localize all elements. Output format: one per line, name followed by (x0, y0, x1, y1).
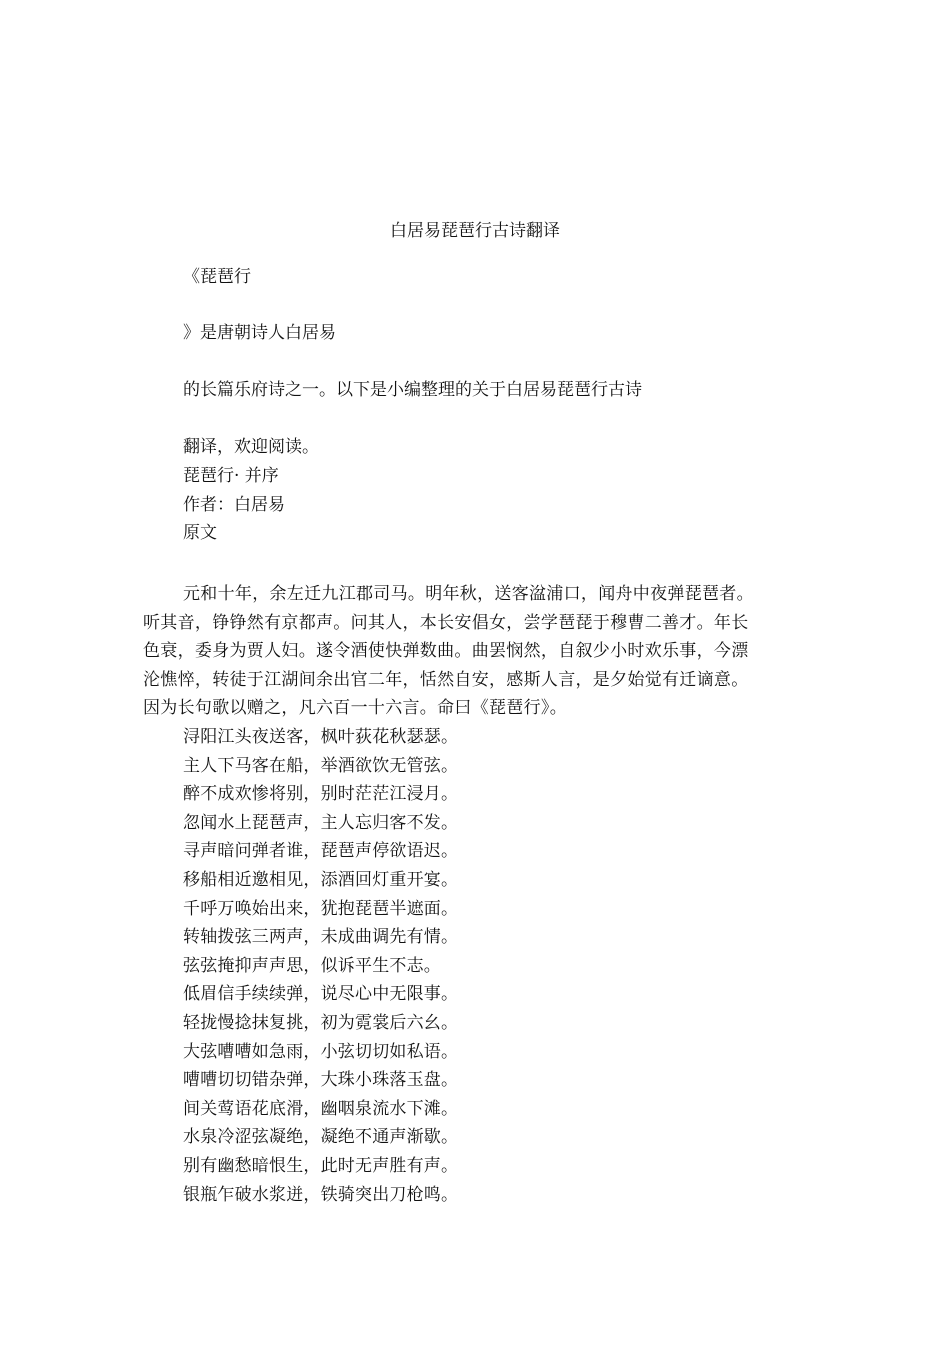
poem-line: 寻声暗问弹者谁，琵琶声停欲语迟。 (183, 841, 459, 862)
poem-lines (183, 723, 458, 1209)
document-title: 白居易琵琶行古诗翻译 (390, 221, 560, 241)
poem-line: 嘈嘈切切错杂弹，大珠小珠落玉盘。 (183, 1070, 459, 1091)
poem-line: 银瓶乍破水浆迸，铁骑突出刀枪鸣。 (183, 1184, 459, 1205)
poem-line: 别有幽愁暗恨生，此时无声胜有声。 (183, 1155, 459, 1176)
poem-line: 水泉冷涩弦凝绝，凝绝不通声渐歇。 (183, 1127, 459, 1148)
intro-line-3: 的长篇乐府诗之一。以下是小编整理的关于白居易琵琶行古诗 (183, 380, 642, 400)
poem-line: 间关莺语花底滑，幽咽泉流水下滩。 (183, 1098, 459, 1119)
poem-line: 浔阳江头夜送客，枫叶荻花秋瑟瑟。 (183, 727, 459, 747)
poem-line: 低眉信手续续弹，说尽心中无限事。 (183, 984, 459, 1005)
preface-line: 因为长句歌以赠之，凡六百一十六言。命曰《琵琶行》。 (143, 698, 567, 719)
poem-heading: 琵琶行· 并序 (183, 466, 279, 486)
section-label: 原文 (183, 523, 217, 543)
author-line: 作者：白居易 (183, 495, 285, 515)
intro-line-4: 翻译，欢迎阅读。 (183, 437, 319, 457)
intro-line-1: 《琵琶行 (183, 267, 251, 287)
preface-line: 元和十年，余左迁九江郡司马。明年秋，送客湓浦口，闻舟中夜弹琵琶者。 (183, 584, 754, 604)
preface-line: 听其音，铮铮然有京都声。问其人，本长安倡女，尝学琶琵于穆曹二善才。年长 (143, 612, 749, 633)
poem-line: 转轴拨弦三两声，未成曲调先有情。 (183, 927, 459, 948)
poem-line: 醉不成欢惨将别，别时茫茫江浸月。 (183, 784, 459, 805)
preface-line: 色衰，委身为贾人妇。遂令酒使快弹数曲。曲罢悯然，自叙少小时欢乐事，今漂 (143, 641, 749, 662)
intro-line-2: 》是唐朝诗人白居易 (183, 323, 336, 343)
poem-line: 移船相近邀相见，添酒回灯重开宴。 (183, 869, 459, 890)
poem-line: 忽闻水上琵琶声，主人忘归客不发。 (183, 812, 459, 833)
poem-line: 千呼万唤始出来，犹抱琵琶半遮面。 (183, 898, 459, 919)
preface-paragraph (143, 580, 783, 723)
poem-line: 轻拢慢捻抹复挑，初为霓裳后六幺。 (183, 1012, 459, 1033)
poem-line: 弦弦掩抑声声思，似诉平生不志。 (183, 955, 441, 976)
poem-line: 大弦嘈嘈如急雨，小弦切切如私语。 (183, 1041, 459, 1062)
preface-line: 沦憔悴，转徒于江湖间余出官二年，恬然自安，感斯人言，是夕始觉有迁谪意。 (143, 669, 749, 690)
poem-line: 主人下马客在船，举酒欲饮无管弦。 (183, 755, 459, 776)
